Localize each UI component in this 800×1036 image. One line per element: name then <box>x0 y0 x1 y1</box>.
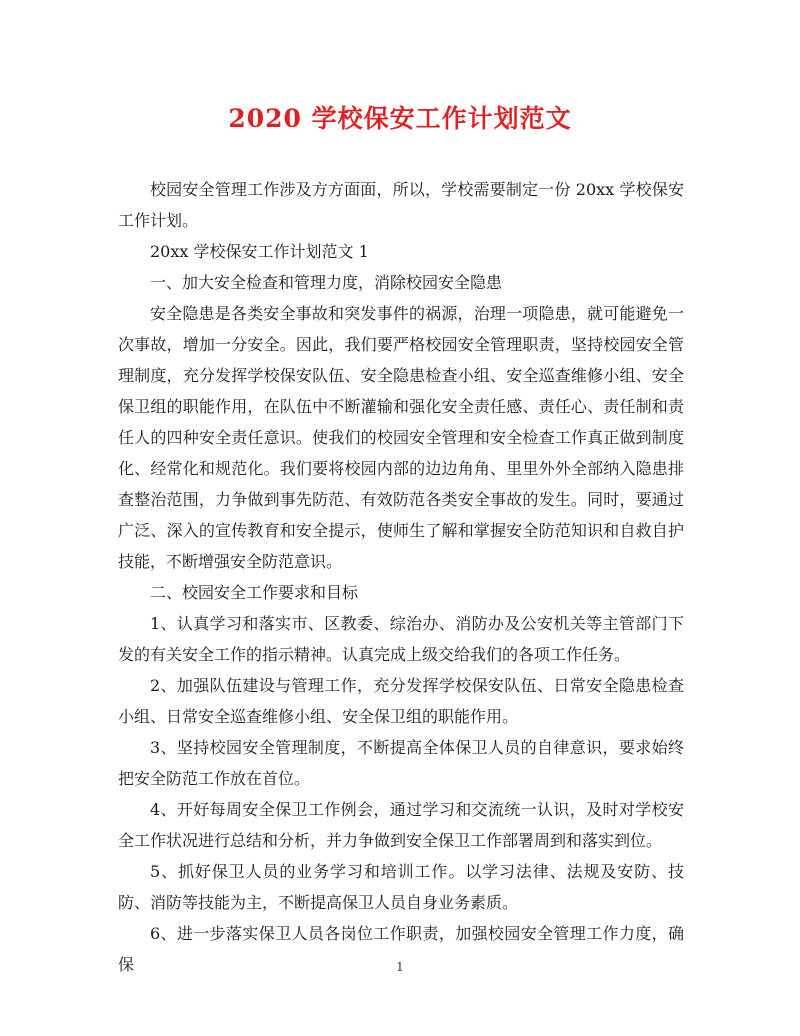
page-number: 1 <box>396 960 404 974</box>
list-item-2: 2、加强队伍建设与管理工作，充分发挥学校保安队伍、日常安全隐患检查小组、日常安全巡查维修小组、安全保卫组的职能作用。 <box>118 676 684 726</box>
section-heading-1: 一、加大安全检查和管理力度，消除校园安全隐患 <box>150 273 503 292</box>
document-title: 2020 学校保安工作计划范文 <box>228 104 572 133</box>
paragraph-section-1: 安全隐患是各类安全事故和突发事件的祸源，治理一项隐患，就可能避免一次事故，增加一分安全。因此，我们要严格校园安全管理职责，坚持校园安全管理制度，充分发挥学校保安队伍、安全隐患检查小组、安全巡查维修小组、安全保卫组的职能作用，在队伍中不断灌输和强化安全责任感、责任心、责任制和责任人的四种安全责任意识。使我们的校园安全管理和安全检查工作真正做到制度化、经常化和规范化。我们要将校园内部的边边角角、里里外外全部纳入隐患排查整治范围，力争做到事先防范、有效防范各类安全事故的发生。同时，要通过广泛、深入的宣传教育和安全提示，使师生了解和掌握安全防范知识和自救自护技能，不断增强安全防范意识。 <box>118 304 684 571</box>
paragraph-intro: 校园安全管理工作涉及方方面面，所以，学校需要制定一份 20xx 学校保安工作计划。 <box>118 180 684 230</box>
list-item-4: 4、开好每周安全保卫工作例会，通过学习和交流统一认识，及时对学校安全工作状况进行总结和分析，并力争做到安全保卫工作部署周到和落实到位。 <box>118 800 684 850</box>
document-body <box>118 174 684 980</box>
paragraph-subtitle: 20xx 学校保安工作计划范文 1 <box>150 242 369 261</box>
list-item-5: 5、抓好保卫人员的业务学习和培训工作。以学习法律、法规及安防、技防、消防等技能为主，不断提高保卫人员自身业务素质。 <box>118 862 684 912</box>
list-item-1: 1、认真学习和落实市、区教委、综治办、消防办及公安机关等主管部门下发的有关安全工作的指示精神。认真完成上级交给我们的各项工作任务。 <box>118 614 684 664</box>
list-item-6: 6、进一步落实保卫人员各岗位工作职责，加强校园安全管理工作力度，确保 <box>118 924 684 974</box>
section-heading-2: 二、校园安全工作要求和目标 <box>150 583 359 602</box>
list-item-3: 3、坚持校园安全管理制度，不断提高全体保卫人员的自律意识，要求始终把安全防范工作放在首位。 <box>118 738 684 788</box>
